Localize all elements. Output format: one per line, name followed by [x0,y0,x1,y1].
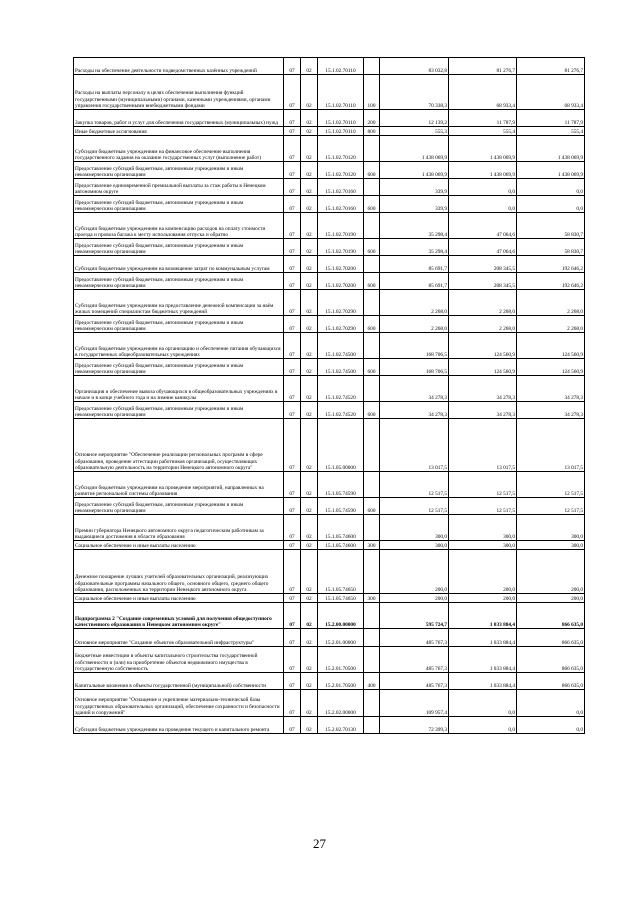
row-name: Предоставление субсидий бюджетным, автономным учреждениям и иным некоммерческим организациям [74,498,284,515]
row-amount-year2: 47 064,6 [449,213,517,239]
row-amount-year2: 0,0 [449,179,517,196]
row-section: 07 [284,472,301,498]
row-amount-year3: 12 517,5 [517,472,585,498]
row-amount-year3: 2 268,0 [517,316,585,333]
row-expense-type [364,419,380,472]
table-row [74,690,585,717]
row-amount-year2: 1 438 069,9 [449,162,517,179]
row-target-code: 15.1.02.70110 [318,75,364,110]
table-row [74,629,585,647]
row-section: 07 [284,162,301,179]
row-amount-year1: 83 032,8 [380,58,449,75]
table-row [74,136,585,162]
row-amount-year2: 1 438 069,9 [449,136,517,162]
row-amount-year2: 1 033 884,4 [449,673,517,690]
table-row [74,333,585,359]
row-target-code: 15.1.02.70200 [318,273,364,290]
row-target-code: 15.2.02.70130 [318,717,364,734]
row-name: Предоставление субсидий бюджетным, автономным учреждениям и иным некоммерческим организациям [74,359,284,376]
table-row [74,402,585,419]
row-section: 07 [284,110,301,127]
row-expense-type [364,550,380,594]
row-section: 07 [284,179,301,196]
row-amount-year2: 555,4 [449,127,517,136]
row-amount-year1: 35 298,4 [380,213,449,239]
row-expense-type: 100 [364,75,380,110]
row-section: 07 [284,376,301,402]
row-amount-year1: 85 691,7 [380,273,449,290]
row-amount-year2: 2 268,0 [449,316,517,333]
row-expense-type [364,717,380,734]
row-amount-year2: 47 064,6 [449,239,517,256]
row-expense-type: 600 [364,273,380,290]
table-row [74,498,585,515]
table-row [74,594,585,603]
row-amount-year3: 2 268,0 [517,290,585,316]
row-expense-type: 600 [364,162,380,179]
row-amount-year3: 34 278,3 [517,376,585,402]
row-amount-year1: 485 767,3 [380,673,449,690]
row-expense-type: 600 [364,316,380,333]
row-subsection: 02 [301,673,318,690]
table-row [74,647,585,673]
table-row [74,541,585,550]
row-amount-year1: 300,0 [380,541,449,550]
row-amount-year3: 866 635,0 [517,647,585,673]
row-amount-year3: 1 438 069,9 [517,136,585,162]
row-expense-type [364,333,380,359]
row-target-code: 15.1.05.00000 [318,419,364,472]
table-row [74,273,585,290]
row-amount-year3: 12 517,5 [517,498,585,515]
row-target-code: 15.2.01.70500 [318,647,364,673]
row-target-code: 15.1.02.74520 [318,376,364,402]
row-expense-type: 200 [364,110,380,127]
row-amount-year2: 0,0 [449,196,517,213]
row-amount-year1: 2 268,0 [380,290,449,316]
row-subsection: 02 [301,515,318,541]
row-amount-year1: 2 268,0 [380,316,449,333]
row-section: 07 [284,316,301,333]
table-row [74,110,585,127]
row-subsection: 02 [301,419,318,472]
row-amount-year3: 0,0 [517,717,585,734]
row-name: Иные бюджетные ассигнования [74,127,284,136]
row-amount-year3: 200,0 [517,550,585,594]
row-section: 07 [284,239,301,256]
row-amount-year1: 595 724,7 [380,603,449,629]
row-section: 07 [284,550,301,594]
row-amount-year2: 68 933,4 [449,75,517,110]
row-amount-year1: 85 691,7 [380,256,449,273]
row-expense-type [364,179,380,196]
row-name: Социальное обеспечение и иные выплаты населению [74,594,284,603]
row-amount-year1: 300,0 [380,515,449,541]
row-section: 07 [284,333,301,359]
row-amount-year2: 12 517,5 [449,472,517,498]
row-name: Субсидии бюджетным учреждениям на проведение мероприятий, направленных на развитие региональной системы образования [74,472,284,498]
row-expense-type [364,136,380,162]
row-amount-year2: 12 517,5 [449,498,517,515]
row-amount-year2: 200,0 [449,550,517,594]
row-amount-year3: 11 787,9 [517,110,585,127]
row-expense-type [364,290,380,316]
row-target-code: 15.1.02.70190 [318,239,364,256]
row-amount-year1: 485 767,3 [380,629,449,647]
table-row [74,717,585,734]
row-expense-type: 800 [364,127,380,136]
row-target-code: 15.1.02.74520 [318,402,364,419]
row-amount-year1: 34 278,3 [380,402,449,419]
row-subsection: 02 [301,594,318,603]
row-name: Субсидии бюджетным учреждениям на организацию и обеспечение питания обучающихся в государственных общеобразовательных учреждениях [74,333,284,359]
row-subsection: 02 [301,629,318,647]
row-section: 07 [284,402,301,419]
table-row [74,162,585,179]
row-subsection: 02 [301,316,318,333]
row-amount-year3: 34 278,3 [517,402,585,419]
row-amount-year2: 208 345,5 [449,273,517,290]
row-amount-year3: 68 933,4 [517,75,585,110]
table-row [74,58,585,75]
row-expense-type [364,603,380,629]
row-amount-year3: 0,0 [517,690,585,717]
row-amount-year2: 124 560,9 [449,333,517,359]
row-amount-year2: 1 033 884,4 [449,603,517,629]
row-target-code: 15.1.05.74600 [318,515,364,541]
row-amount-year2: 124 560,9 [449,359,517,376]
row-target-code: 15.1.02.70110 [318,127,364,136]
row-section: 07 [284,673,301,690]
row-name: Организация и обеспечение вывоза обучающихся в общеобразовательных учреждениях в начале и в конце учебного года и на зимние каникулы [74,376,284,402]
row-amount-year3: 555,4 [517,127,585,136]
row-name: Социальное обеспечение и иные выплаты населению [74,541,284,550]
row-name: Предоставление субсидий бюджетным, автономным учреждениям и иным некоммерческим организациям [74,239,284,256]
row-amount-year3: 866 635,0 [517,629,585,647]
row-subsection: 02 [301,690,318,717]
row-subsection: 02 [301,75,318,110]
row-expense-type [364,376,380,402]
row-name: Бюджетные инвестиции в объекты капитального строительства государственной собственности и (или) на приобретение объектов недвижимого имущества в государственную собственность [74,647,284,673]
row-expense-type: 300 [364,594,380,603]
row-name: Предоставление субсидий бюджетным, автономным учреждениям и иным некоммерческим организациям [74,273,284,290]
row-amount-year1: 72 399,3 [380,717,449,734]
row-amount-year1: 12 517,5 [380,472,449,498]
budget-table-container [73,57,585,734]
row-expense-type: 600 [364,239,380,256]
row-subsection: 02 [301,402,318,419]
row-amount-year1: 70 338,3 [380,75,449,110]
row-expense-type: 600 [364,196,380,213]
row-amount-year2: 1 033 884,4 [449,647,517,673]
row-section: 07 [284,603,301,629]
row-amount-year3: 58 830,7 [517,213,585,239]
row-target-code: 15.1.05.74590 [318,472,364,498]
row-subsection: 02 [301,256,318,273]
row-amount-year1: 109 957,4 [380,690,449,717]
table-row [74,603,585,629]
row-section: 07 [284,58,301,75]
row-expense-type: 300 [364,541,380,550]
row-target-code: 15.1.02.70190 [318,213,364,239]
row-name: Расходы на обеспечение деятельности подведомственных казённых учреждений [74,58,284,75]
row-subsection: 02 [301,110,318,127]
row-section: 07 [284,541,301,550]
row-amount-year1: 339,9 [380,179,449,196]
row-subsection: 02 [301,58,318,75]
row-target-code: 15.2.00.00000 [318,603,364,629]
row-target-code: 15.2.01.70500 [318,673,364,690]
row-amount-year2: 208 345,5 [449,256,517,273]
row-subsection: 02 [301,290,318,316]
table-row [74,256,585,273]
row-amount-year1: 555,3 [380,127,449,136]
row-name: Субсидии бюджетным учреждениям на проведение текущего и капитального ремонта [74,717,284,734]
row-name: Предоставление единовременной премиальной выплаты за стаж работы в Ненецком автономном округе [74,179,284,196]
row-name: Субсидии бюджетным учреждениям на возмещение затрат по коммунальным услугам [74,256,284,273]
row-section: 07 [284,196,301,213]
row-name: Закупка товаров, работ и услуг для обеспечения государственных (муниципальных) нужд [74,110,284,127]
row-amount-year2: 2 268,0 [449,290,517,316]
row-amount-year1: 34 278,3 [380,376,449,402]
row-target-code: 15.1.02.70290 [318,290,364,316]
row-amount-year2: 34 278,3 [449,402,517,419]
row-amount-year2: 200,0 [449,594,517,603]
row-expense-type: 600 [364,498,380,515]
row-subsection: 02 [301,550,318,594]
row-amount-year1: 200,0 [380,550,449,594]
row-section: 07 [284,690,301,717]
row-amount-year1: 1 438 069,9 [380,162,449,179]
row-section: 07 [284,136,301,162]
row-name: Основное мероприятие "Обеспечение реализации региональных программ в сфере образования, проведение аттестации работников организаций, осуществляющих образовательную деятельность на территории Ненецкого автономного округа" [74,419,284,472]
row-amount-year3: 13 017,5 [517,419,585,472]
budget-table [73,57,585,734]
row-section: 07 [284,256,301,273]
row-target-code: 15.1.02.70120 [318,136,364,162]
table-row [74,127,585,136]
table-row [74,290,585,316]
row-amount-year1: 200,0 [380,594,449,603]
row-amount-year2: 11 787,9 [449,110,517,127]
row-name: Предоставление субсидий бюджетным, автономным учреждениям и иным некоммерческим организациям [74,402,284,419]
row-amount-year3: 0,0 [517,179,585,196]
row-target-code: 15.1.02.70290 [318,316,364,333]
row-target-code: 15.1.05.74600 [318,541,364,550]
row-section: 07 [284,127,301,136]
row-expense-type [364,647,380,673]
row-target-code: 15.1.05.74650 [318,594,364,603]
row-section: 07 [284,213,301,239]
row-amount-year3: 192 646,2 [517,273,585,290]
row-subsection: 02 [301,376,318,402]
row-amount-year3: 0,0 [517,196,585,213]
row-amount-year1: 168 706,5 [380,333,449,359]
row-target-code: 15.2.01.00000 [318,629,364,647]
row-amount-year2: 300,0 [449,515,517,541]
row-subsection: 02 [301,472,318,498]
row-section: 07 [284,290,301,316]
row-name: Подпрограмма 2 "Создание современных условий для получения общедоступного качественного образования в Ненецком автономном округе" [74,603,284,629]
row-section: 07 [284,647,301,673]
table-row [74,239,585,256]
row-name: Субсидии бюджетным учреждениям на предоставление денежной компенсации за наём жилых помещений специалистам бюджетных учреждений [74,290,284,316]
row-name: Предоставление субсидий бюджетным, автономным учреждениям и иным некоммерческим организациям [74,196,284,213]
row-amount-year3: 124 560,9 [517,359,585,376]
row-section: 07 [284,273,301,290]
row-subsection: 02 [301,603,318,629]
row-amount-year3: 866 635,0 [517,603,585,629]
row-amount-year2: 13 017,5 [449,419,517,472]
row-target-code: 15.1.02.70160 [318,196,364,213]
row-subsection: 02 [301,196,318,213]
row-subsection: 02 [301,213,318,239]
row-section: 07 [284,75,301,110]
row-name: Капитальные вложения в объекты государственной (муниципальной) собственности [74,673,284,690]
row-amount-year3: 1 438 069,9 [517,162,585,179]
row-amount-year2: 0,0 [449,717,517,734]
row-target-code: 15.1.02.70110 [318,110,364,127]
row-target-code: 15.1.05.74650 [318,550,364,594]
row-amount-year1: 1 438 069,9 [380,136,449,162]
row-expense-type [364,629,380,647]
row-expense-type [364,256,380,273]
row-target-code: 15.1.02.70120 [318,162,364,179]
budget-table-body [74,58,585,734]
table-row [74,316,585,333]
row-amount-year3: 866 635,0 [517,673,585,690]
row-amount-year2: 34 278,3 [449,376,517,402]
table-row [74,196,585,213]
table-row [74,673,585,690]
row-subsection: 02 [301,498,318,515]
row-subsection: 02 [301,717,318,734]
row-subsection: 02 [301,273,318,290]
row-expense-type [364,515,380,541]
row-amount-year1: 12 517,5 [380,498,449,515]
row-amount-year1: 168 706,5 [380,359,449,376]
row-subsection: 02 [301,647,318,673]
row-section: 07 [284,419,301,472]
table-row [74,359,585,376]
row-amount-year1: 35 298,4 [380,239,449,256]
row-expense-type [364,472,380,498]
row-amount-year2: 81 276,7 [449,58,517,75]
row-target-code: 15.1.02.74500 [318,359,364,376]
row-amount-year3: 300,0 [517,541,585,550]
table-row [74,213,585,239]
table-row [74,419,585,472]
row-subsection: 02 [301,333,318,359]
table-row [74,550,585,594]
table-row [74,472,585,498]
row-expense-type [364,690,380,717]
row-amount-year3: 124 560,9 [517,333,585,359]
row-section: 07 [284,717,301,734]
row-name: Предоставление субсидий бюджетным, автономным учреждениям и иным некоммерческим организациям [74,162,284,179]
row-amount-year3: 192 646,2 [517,256,585,273]
row-subsection: 02 [301,359,318,376]
row-amount-year3: 200,0 [517,594,585,603]
row-amount-year2: 300,0 [449,541,517,550]
row-amount-year3: 58 830,7 [517,239,585,256]
row-target-code: 15.1.05.74590 [318,498,364,515]
row-target-code: 15.1.02.70200 [318,256,364,273]
row-target-code: 15.1.02.70160 [318,179,364,196]
row-expense-type: 400 [364,673,380,690]
row-amount-year3: 81 276,7 [517,58,585,75]
row-expense-type [364,213,380,239]
row-subsection: 02 [301,179,318,196]
row-subsection: 02 [301,541,318,550]
table-row [74,515,585,541]
row-amount-year1: 485 767,3 [380,647,449,673]
row-name: Субсидии бюджетным учреждениям на компенсацию расходов на оплату стоимости проезда и провоза багажа к месту использования отпуска и обратно [74,213,284,239]
row-subsection: 02 [301,162,318,179]
row-target-code: 15.2.02.00000 [318,690,364,717]
row-amount-year2: 1 033 884,4 [449,629,517,647]
row-name: Денежное поощрение лучших учителей образовательных организаций, реализующих образовательные программы начального общего, основного общего, среднего общего образования, расположенных на территории Ненецкого автономного округа [74,550,284,594]
row-name: Премии губернатора Ненецкого автономного округа педагогическим работникам за выдающиеся достижения в области образования [74,515,284,541]
row-section: 07 [284,629,301,647]
row-subsection: 02 [301,136,318,162]
row-amount-year1: 13 017,5 [380,419,449,472]
page-number: 27 [313,836,326,851]
row-name: Расходы на выплаты персоналу в целях обеспечения выполнения функций государственными (муниципальными) органами, казенными учреждениями, органами управления государственными внебюджетными фондами [74,75,284,110]
row-expense-type: 600 [364,402,380,419]
row-expense-type: 600 [364,359,380,376]
row-name: Основное мероприятие "Создание объектов образовательной инфраструктуры" [74,629,284,647]
row-expense-type [364,58,380,75]
table-row [74,179,585,196]
row-amount-year2: 0,0 [449,690,517,717]
row-amount-year3: 300,0 [517,515,585,541]
row-name: Основное мероприятие "Оснащение и укрепление материально-технической базы государственных образовательных организаций, обеспечение сохранности и безопасности зданий и сооружений" [74,690,284,717]
row-section: 07 [284,515,301,541]
row-section: 07 [284,594,301,603]
row-target-code: 15.1.02.74500 [318,333,364,359]
row-section: 07 [284,359,301,376]
row-subsection: 02 [301,127,318,136]
row-target-code: 15.1.02.70110 [318,58,364,75]
table-row [74,75,585,110]
row-name: Субсидии бюджетным учреждениям на финансовое обеспечение выполнения государственного задания на оказание государственных услуг (выполнение работ) [74,136,284,162]
row-amount-year1: 12 139,2 [380,110,449,127]
row-section: 07 [284,498,301,515]
row-name: Предоставление субсидий бюджетным, автономным учреждениям и иным некоммерческим организациям [74,316,284,333]
row-amount-year1: 339,9 [380,196,449,213]
table-row [74,376,585,402]
row-subsection: 02 [301,239,318,256]
